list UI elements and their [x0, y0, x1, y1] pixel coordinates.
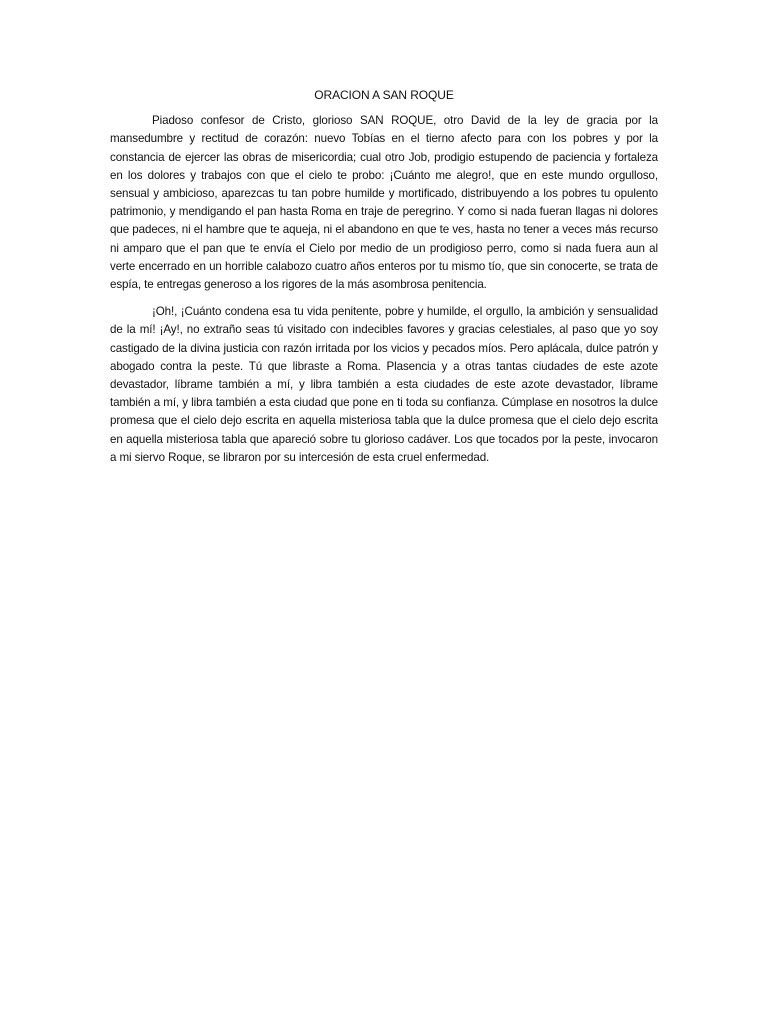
- paragraph-2: ¡Oh!, ¡Cuánto condena esa tu vida penitente, pobre y humilde, el orgullo, la ambición y sensualidad de la mí! ¡Ay!, no extraño seas tú visitado con indecibles favores y gracias celestiales, al paso que yo soy castigado de la divina justicia con razón irritada por los vicios y pecados míos. Pero aplácala, dulce patrón y abogado contra la peste. Tú que libraste a Roma. Plasencia y a otras tantas ciudades de este azote devastador, líbrame también a mí, y libra también a esta ciudades de este azote devastador, líbrame también a mí, y libra también a esta ciudad que pone en ti toda su confianza. Cúmplase en nosotros la dulce promesa que el cielo dejo escrita en aquella misteriosa tabla que la dulce promesa que el cielo dejo escrita en aquella misteriosa tabla que apareció sobre tu glorioso cadáver. Los que tocados por la peste, invocaron a mi siervo Roque, se libraron por su intercesión de esta cruel enfermedad.: [110, 305, 658, 464]
- paragraph-1: Piadoso confesor de Cristo, glorioso SAN ROQUE, otro David de la ley de gracia por la mansedumbre y rectitud de corazón: nuevo Tobías en el tierno afecto para con los pobres y por la constancia de ejercer las obras de misericordia; cual otro Job, prodigio estupendo de paciencia y fortaleza en los dolores y trabajos con que el cielo te probo: ¡Cuánto me alegro!, que en este mundo orgulloso, sensual y ambicioso, aparezcas tu tan pobre humilde y mortificado, distribuyendo a los pobres tu opulento patrimonio, y mendigando el pan hasta Roma en traje de peregrino. Y como si nada fueran llagas ni dolores que padeces, ni el hambre que te aqueja, ni el abandono en que te ves, hasta no tener a veces más recurso ni amparo que el pan que te envía el Cielo por medio de un prodigioso perro, como si nada fuera aun al verte encerrado en un horrible calabozo cuatro años enteros por tu mismo tío, que sin conocerte, se trata de espía, te entregas generoso a los rigores de la más asombrosa penitencia.: [110, 114, 658, 292]
- document-body: [110, 86, 658, 476]
- document-title: ORACION A SAN ROQUE: [314, 88, 454, 102]
